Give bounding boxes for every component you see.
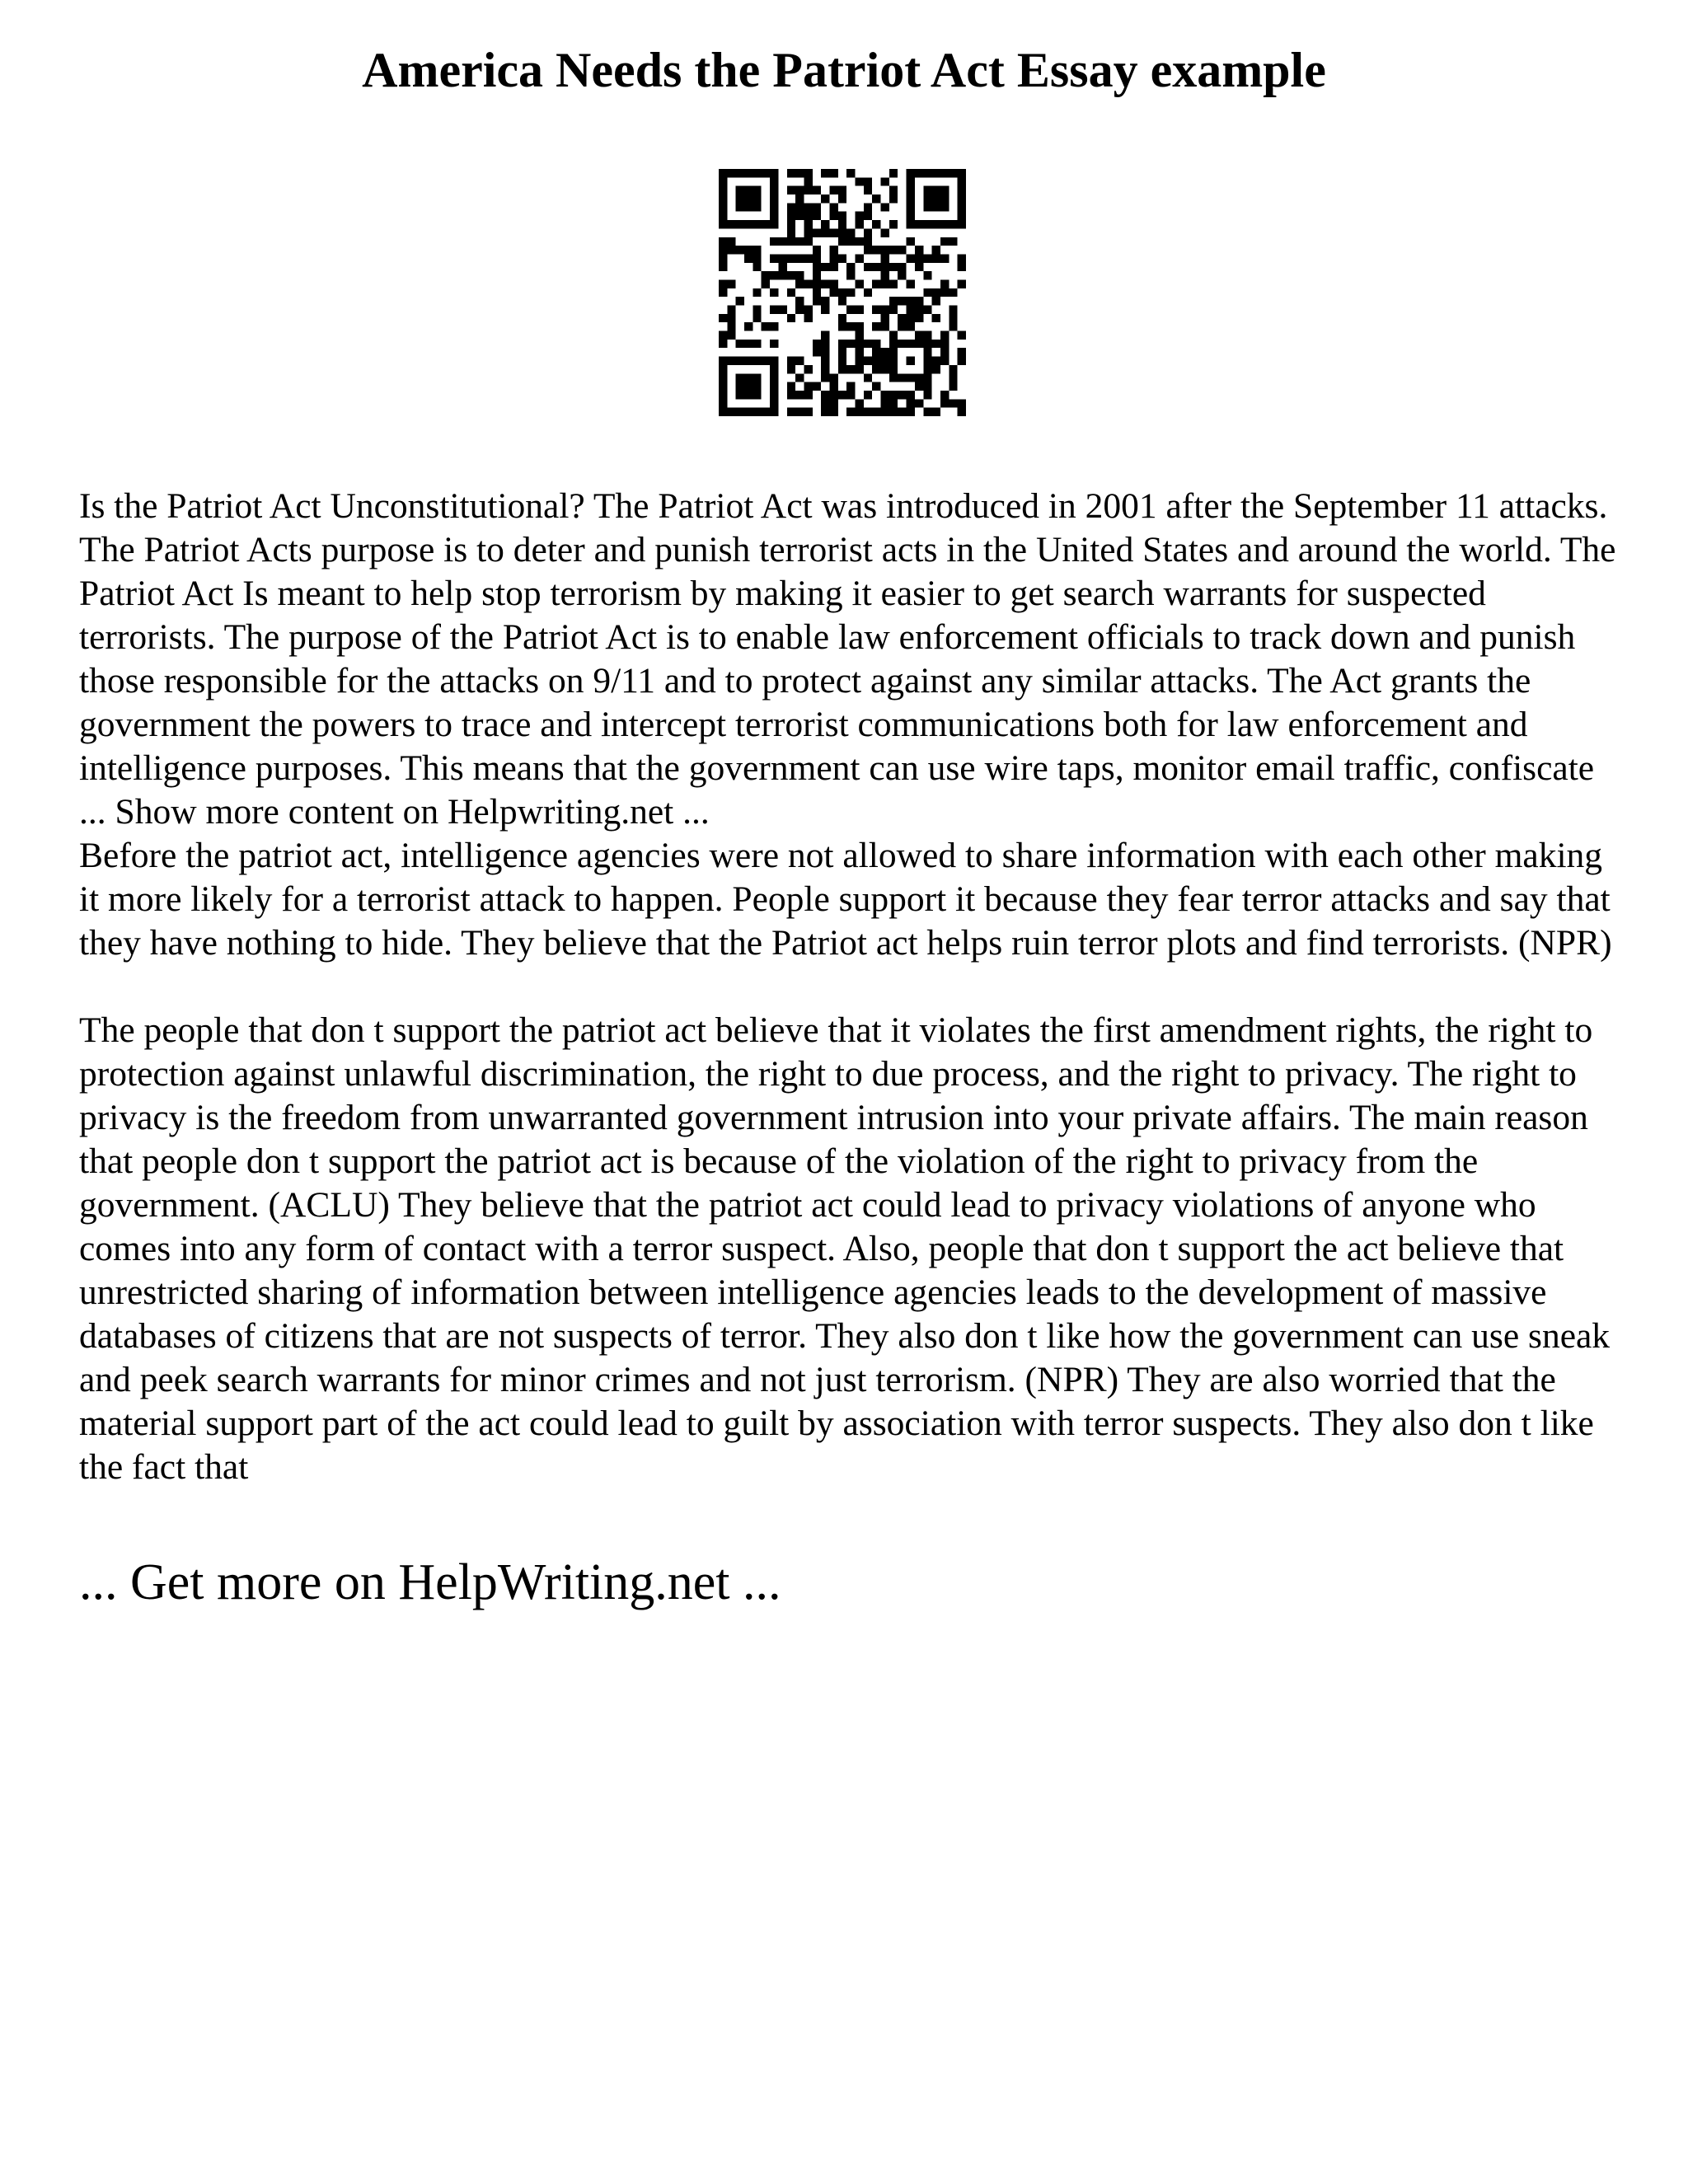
document-title: America Needs the Patriot Act Essay example	[362, 43, 1326, 97]
essay-body	[79, 485, 1629, 1489]
essay-paragraph-3: The people that don t support the patriot act believe that it violates the first amendment rights, the right to protection against unlawful discrimination, the right to due process, and the right to privacy. The right to privacy is the freedom from unwarranted government intrusion into your private affairs. The main reason that people don t support the patriot act is because of the violation of the right to privacy from the government. (ACLU) They believe that the patriot act could lead to privacy violations of anyone who comes into any form of contact with a terror suspect. Also, people that don t support the act believe that unrestricted sharing of information between intelligence agencies leads to the development of massive databases of citizens that are not suspects of terror. They also don t like how the government can use sneak and peek search warrants for minor crimes and not just terrorism. (NPR) They are also worried that the material support part of the act could lead to guilt by association with terror suspects. They also don t like the fact that	[79, 1010, 1611, 1487]
essay-paragraph-1: Is the Patriot Act Unconstitutional? The Patriot Act was introduced in 2001 after the September 11 attacks. The Patriot Acts purpose is to deter and punish terrorist acts in the United States and around the world. The Patriot Act Is meant to help stop terrorism by making it easier to get search warrants for suspected terrorists. The purpose of the Patriot Act is to enable law enforcement officials to track down and punish those responsible for the attacks on 9/11 and to protect against any similar attacks. The Act grants the government the powers to trace and intercept terrorist communications both for law enforcement and intelligence purposes. This means that the government can use wire taps, monitor email traffic, confiscate ... Show more content on Helpwriting.net ...	[79, 486, 1616, 832]
essay-paragraph-2: Before the patriot act, intelligence agencies were not allowed to share information with each other making it more likely for a terrorist attack to happen. People support it because they fear terror attacks and say that they have nothing to hide. They believe that the Patriot act helps ruin terror plots and find terrorists. (NPR)	[79, 836, 1612, 963]
get-more-link[interactable]: ... Get more on HelpWriting.net ...	[79, 1554, 781, 1610]
paragraph-spacer	[79, 965, 1629, 1009]
qr-code-icon[interactable]	[719, 169, 966, 416]
